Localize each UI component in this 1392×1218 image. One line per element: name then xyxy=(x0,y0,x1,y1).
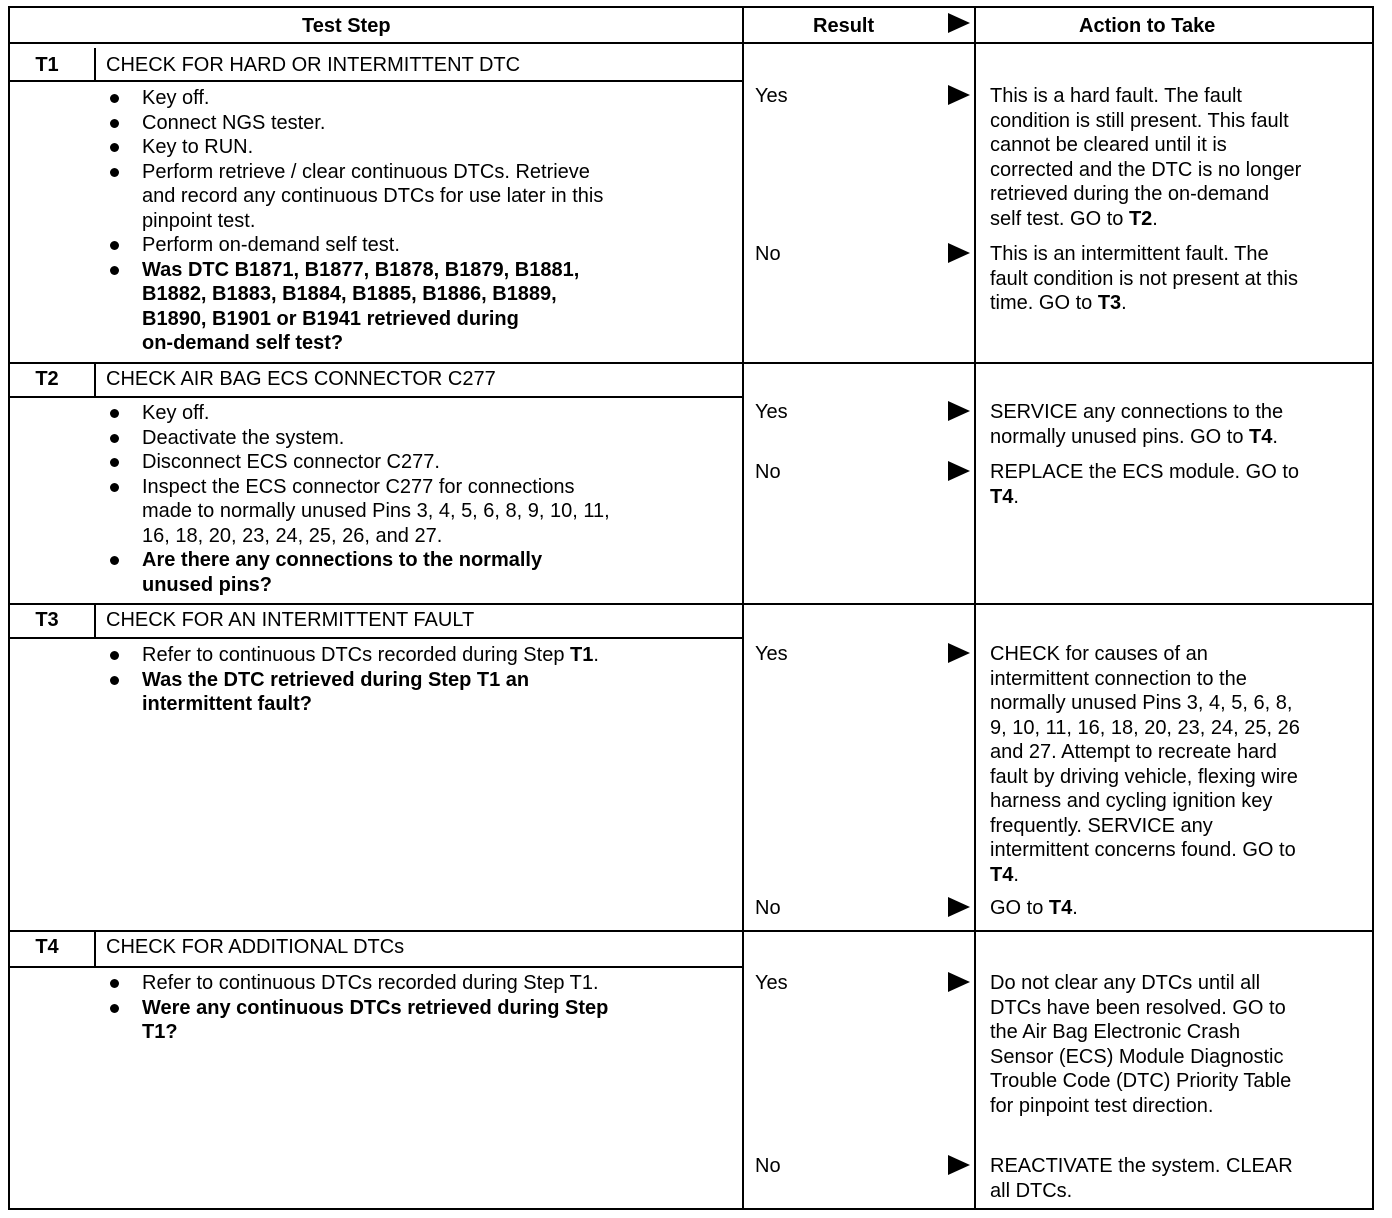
step-reference: T4 xyxy=(990,863,1014,886)
bullet-icon xyxy=(110,119,119,128)
step-row-border xyxy=(8,930,1372,932)
step-row-border xyxy=(8,362,1372,364)
result-label: Yes xyxy=(755,972,788,994)
step-reference: T2 xyxy=(1128,207,1153,230)
action-line xyxy=(990,109,1289,134)
action-line xyxy=(990,971,1260,996)
action-column-divider xyxy=(974,6,976,1210)
result-arrow-icon xyxy=(948,1155,970,1175)
step-instruction-line: Was the DTC retrieved during Step T1 an xyxy=(142,668,530,691)
bullet-icon xyxy=(110,168,119,177)
table-right-border xyxy=(1372,6,1374,1210)
action-line xyxy=(990,716,1300,741)
action-line xyxy=(990,996,1286,1021)
action-text: 9, 10, 11, 16, 18, 20, 23, 24, 25, 26 xyxy=(990,716,1300,739)
step-instruction-line: Perform retrieve / clear continuous DTCs. Retrieve xyxy=(142,160,590,183)
bullet-icon xyxy=(110,409,119,418)
step-instruction-line: Inspect the ECS connector C277 for connections xyxy=(142,475,575,498)
result-arrow-icon xyxy=(948,243,970,263)
step-instruction-line: Was DTC B1871, B1877, B1878, B1879, B1881, xyxy=(142,258,580,281)
action-line xyxy=(990,863,1019,888)
header-action: Action to Take xyxy=(1079,15,1216,37)
bullet-icon xyxy=(110,676,119,685)
action-text: Sensor (ECS) Module Diagnostic xyxy=(990,1045,1284,1068)
step-instruction-line: pinpoint test. xyxy=(142,209,256,232)
action-line xyxy=(990,642,1208,667)
step-instruction-line: Key to RUN. xyxy=(142,136,254,158)
action-line xyxy=(990,1020,1240,1045)
action-text: for pinpoint test direction. xyxy=(990,1094,1214,1117)
action-line xyxy=(990,425,1278,450)
result-label: No xyxy=(755,1155,781,1177)
step-instruction-line: B1882, B1883, B1884, B1885, B1886, B1889, xyxy=(142,283,557,305)
action-text: . xyxy=(1152,207,1158,230)
header-result: Result xyxy=(813,15,875,37)
action-text: GO to xyxy=(990,897,1049,919)
step-title: CHECK FOR AN INTERMITTENT FAULT xyxy=(106,609,475,631)
step-id: T4 xyxy=(35,936,59,958)
step-id: T2 xyxy=(35,368,59,390)
action-line xyxy=(990,838,1296,863)
step-instruction-line: and record any continuous DTCs for use later in this xyxy=(142,185,604,207)
action-text: REACTIVATE the system. CLEAR xyxy=(990,1155,1293,1177)
action-line xyxy=(990,400,1283,425)
action-line xyxy=(990,1094,1213,1119)
action-text: . xyxy=(1272,425,1278,448)
step-title: CHECK FOR HARD OR INTERMITTENT DTC xyxy=(106,54,521,76)
bullet-icon xyxy=(110,458,119,467)
step-id: T1 xyxy=(35,54,59,76)
step-id-divider xyxy=(94,603,96,637)
action-text: time. GO to xyxy=(990,292,1098,314)
action-text: fault by driving vehicle, flexing wire xyxy=(990,765,1298,788)
action-line xyxy=(990,691,1292,716)
bullet-icon xyxy=(110,651,119,660)
step-id: T3 xyxy=(35,609,59,631)
result-arrow-icon xyxy=(948,85,970,105)
result-label: No xyxy=(755,461,781,483)
step-instruction-line: intermittent fault? xyxy=(142,693,312,715)
step-instruction-line: Were any continuous DTCs retrieved during Step xyxy=(142,996,609,1019)
bullet-icon xyxy=(110,434,119,443)
action-line xyxy=(990,667,1247,692)
action-line xyxy=(990,460,1299,485)
action-text: CHECK for causes of an xyxy=(990,643,1208,665)
header-arrow-icon xyxy=(948,13,970,33)
action-line xyxy=(990,1154,1293,1179)
action-text: . xyxy=(1121,292,1127,314)
bullet-icon xyxy=(110,143,119,152)
table-bottom-border xyxy=(8,1208,1372,1210)
action-text: condition is still present. This fault xyxy=(990,109,1289,132)
action-text: . xyxy=(1013,863,1019,886)
action-line xyxy=(990,765,1298,790)
step-instruction-line: made to normally unused Pins 3, 4, 5, 6, 8, 9, 10, 11, xyxy=(142,500,610,522)
header-bottom-border xyxy=(8,42,1372,44)
action-text: cannot be cleared until it is xyxy=(990,134,1227,156)
result-arrow-icon xyxy=(948,897,970,917)
step-id-divider xyxy=(94,48,96,80)
action-text: intermittent concerns found. GO to xyxy=(990,839,1296,861)
result-label: No xyxy=(755,897,781,919)
bullet-icon xyxy=(110,266,119,275)
action-text: Do not clear any DTCs until all xyxy=(990,972,1261,994)
action-line xyxy=(990,133,1227,158)
action-text: fault condition is not present at this xyxy=(990,267,1298,290)
action-line xyxy=(990,267,1298,292)
instruction-text: . xyxy=(593,644,599,666)
action-text: REPLACE the ECS module. GO to xyxy=(990,461,1300,483)
action-line xyxy=(990,1179,1072,1204)
action-text: DTCs have been resolved. GO to xyxy=(990,996,1286,1019)
result-label: Yes xyxy=(755,643,788,665)
action-text: intermittent connection to the xyxy=(990,667,1247,690)
action-text: This is a hard fault. The fault xyxy=(990,85,1242,107)
step-instruction-line xyxy=(142,643,599,668)
instruction-text: Refer to continuous DTCs recorded during Step xyxy=(142,644,570,666)
result-arrow-icon xyxy=(948,972,970,992)
result-arrow-icon xyxy=(948,461,970,481)
action-line xyxy=(990,84,1242,109)
step-instruction-line: Refer to continuous DTCs recorded during Step T1. xyxy=(142,972,599,994)
step-instruction-line: Key off. xyxy=(142,402,210,424)
step-id-divider xyxy=(94,362,96,396)
step-title-border xyxy=(8,80,742,82)
action-text: SERVICE any connections to the xyxy=(990,401,1284,423)
result-arrow-icon xyxy=(948,401,970,421)
action-line xyxy=(990,740,1277,765)
table-top-border xyxy=(8,6,1372,8)
action-text: retrieved during the on-demand xyxy=(990,183,1270,205)
action-text: normally unused pins. GO to xyxy=(990,425,1250,448)
step-reference: T4 xyxy=(990,485,1014,508)
step-instruction-line: unused pins? xyxy=(142,573,272,596)
action-text: and 27. Attempt to recreate hard xyxy=(990,741,1277,763)
action-line xyxy=(990,485,1019,510)
bullet-icon xyxy=(110,483,119,492)
step-instruction-line: Connect NGS tester. xyxy=(142,111,326,134)
bullet-icon xyxy=(110,556,119,565)
step-row-border xyxy=(8,603,1372,605)
step-title-border xyxy=(8,637,742,639)
action-line xyxy=(990,242,1269,267)
bullet-icon xyxy=(110,241,119,250)
step-instruction-line: T1? xyxy=(142,1021,178,1043)
step-title: CHECK FOR ADDITIONAL DTCs xyxy=(106,936,405,958)
action-text: corrected and the DTC is no longer xyxy=(990,158,1302,181)
step-title: CHECK AIR BAG ECS CONNECTOR C277 xyxy=(106,368,496,390)
step-reference: T4 xyxy=(1048,897,1073,919)
bullet-icon xyxy=(110,1004,119,1013)
step-instruction-line: 16, 18, 20, 23, 24, 25, 26, and 27. xyxy=(142,524,443,547)
result-label: No xyxy=(755,243,781,265)
action-line xyxy=(990,814,1213,839)
action-line xyxy=(990,1069,1291,1094)
action-text: . xyxy=(1072,897,1078,919)
action-text: the Air Bag Electronic Crash xyxy=(990,1021,1241,1043)
result-label: Yes xyxy=(755,401,788,423)
step-reference: T1 xyxy=(570,644,594,666)
step-title-border xyxy=(8,966,742,968)
action-line xyxy=(990,158,1301,183)
action-line xyxy=(990,291,1127,316)
step-instruction-line: Disconnect ECS connector C277. xyxy=(142,451,440,473)
bullet-icon xyxy=(110,94,119,103)
action-line xyxy=(990,207,1158,232)
header-test-step: Test Step xyxy=(302,15,391,37)
action-text: all DTCs. xyxy=(990,1179,1073,1202)
step-instruction-line: Deactivate the system. xyxy=(142,426,345,449)
step-reference: T4 xyxy=(1249,425,1273,448)
result-arrow-icon xyxy=(948,643,970,663)
step-instruction-line: Key off. xyxy=(142,87,210,109)
result-label: Yes xyxy=(755,85,788,107)
action-line xyxy=(990,896,1078,921)
action-line xyxy=(990,1045,1283,1070)
step-instruction-line: Perform on-demand self test. xyxy=(142,234,400,256)
action-text: Trouble Code (DTC) Priority Table xyxy=(990,1070,1292,1092)
step-instruction-line: on-demand self test? xyxy=(142,332,344,354)
step-instruction-line: B1890, B1901 or B1941 retrieved during xyxy=(142,307,519,330)
step-instruction-line: Are there any connections to the normally xyxy=(142,549,543,571)
step-reference: T3 xyxy=(1097,292,1122,314)
action-text: frequently. SERVICE any xyxy=(990,814,1213,837)
action-text: harness and cycling ignition key xyxy=(990,790,1273,812)
step-id-divider xyxy=(94,930,96,966)
step-title-border xyxy=(8,396,742,398)
action-line xyxy=(990,182,1269,207)
action-text: normally unused Pins 3, 4, 5, 6, 8, xyxy=(990,692,1293,714)
action-text: . xyxy=(1013,485,1019,508)
action-text: self test. GO to xyxy=(990,207,1129,230)
result-column-divider xyxy=(742,6,744,1210)
action-line xyxy=(990,789,1272,814)
bullet-icon xyxy=(110,979,119,988)
action-text: This is an intermittent fault. The xyxy=(990,243,1269,265)
